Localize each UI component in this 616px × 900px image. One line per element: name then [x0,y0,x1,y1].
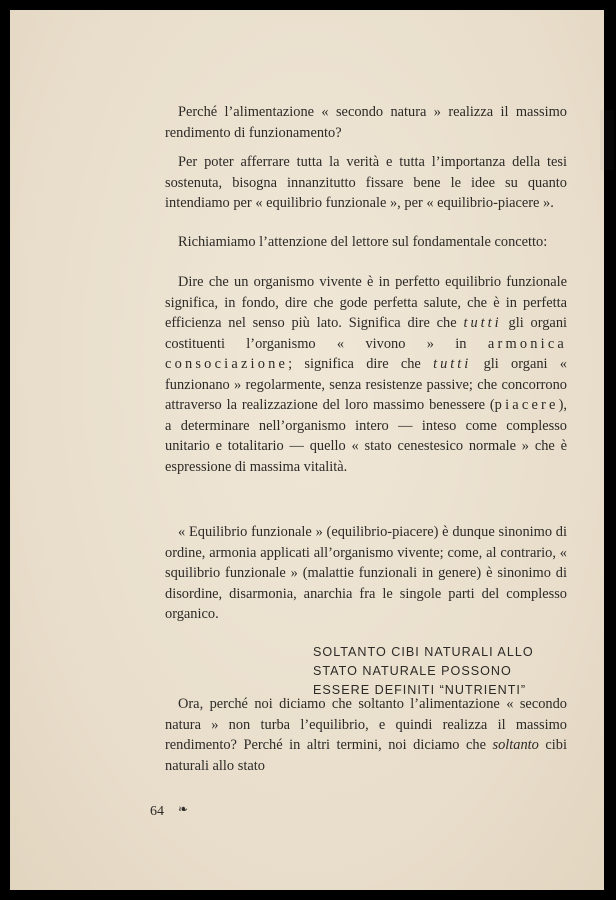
paragraph-6-part-a: Ora, perché noi diciamo che soltanto l’alimentazione « secondo natura » non turba l’equilibrio, e quindi realizza il massimo rendimento? Perché in altri termini, noi diciamo che [165,696,567,753]
emphasis-piacere: piacere [494,397,559,413]
paragraph-definition [165,272,567,477]
section-heading-line-3: ESSERE DEFINITI “NUTRIENTI” [313,683,527,697]
emphasis-tutti-2: tutti [433,356,472,372]
paragraph-thesis [165,152,567,214]
paragraph-5: « Equilibrio funzionale » (equilibrio-piacere) è dunque sinonimo di ordine, armonia applicati all’organismo vivente; come, al contrario, « squilibrio funzionale » (malattie funzionali in genere) è sinonimo di disordine, disarmonia, anarchia fra le singole parti del complesso organico. [165,524,567,622]
paragraph-3: Richiamiamo l’attenzione del lettore sul fondamentale concetto: [178,234,548,250]
paragraph-equilibrium [165,522,567,625]
paragraph-4-part-i: ), a determinare nell’organismo intero — inteso come complesso unitario e totalitario — quello « stato cenestesico normale » che è espressione di massima vitalità. [165,397,567,475]
paragraph-2: Per poter afferrare tutta la verità e tutta l’importanza della tesi sostenuta, bisogna innanzitutto fissare bene le idee su quanto intendiamo per « equilibrio funzionale », per « equilibrio-piacere ». [165,154,567,211]
paragraph-1: Perché l’alimentazione « secondo natura » realizza il massimo rendimento di funzionamento? [165,104,567,141]
fleuron-icon: ❧ [178,802,189,816]
paragraph-question [165,102,567,143]
paragraph-4-part-e: ; significa dire che [288,356,434,372]
paragraph-4-part-a: Dire che un organismo vivente è in perfetto equilibrio funzionale significa, in fondo, dire che gode perfetta salute, che è in perfetta efficienza nel senso più lato. Significa dire che [165,274,567,331]
emphasis-tutti-1: tutti [463,315,502,331]
paragraph-4-part-c: gli organi costituenti l’organismo « vivono » in [165,315,568,352]
section-heading [313,643,569,700]
paragraph-6-part-c: cibi naturali allo stato [165,737,567,774]
section-heading-line-1: SOLTANTO CIBI NATURALI ALLO [313,645,534,659]
page-number: 64 [150,804,164,819]
paragraph-closing [165,694,567,776]
section-heading-line-2: STATO NATURALE POSSONO [313,664,512,678]
paragraph-6 [165,694,567,776]
emphasis-soltanto: soltanto [492,737,539,753]
book-page [10,10,604,890]
paragraph-attention [165,232,567,253]
paragraph-4-part-g: gli organi « funzionano » regolarmente, senza resistenze passive; che concorrono attraverso la realizzazione del loro massimo benessere ( [165,356,567,413]
page-shadow [600,110,614,170]
emphasis-armonica-consociazione: armonica consociazione [165,335,567,372]
paragraph-4 [165,272,567,477]
